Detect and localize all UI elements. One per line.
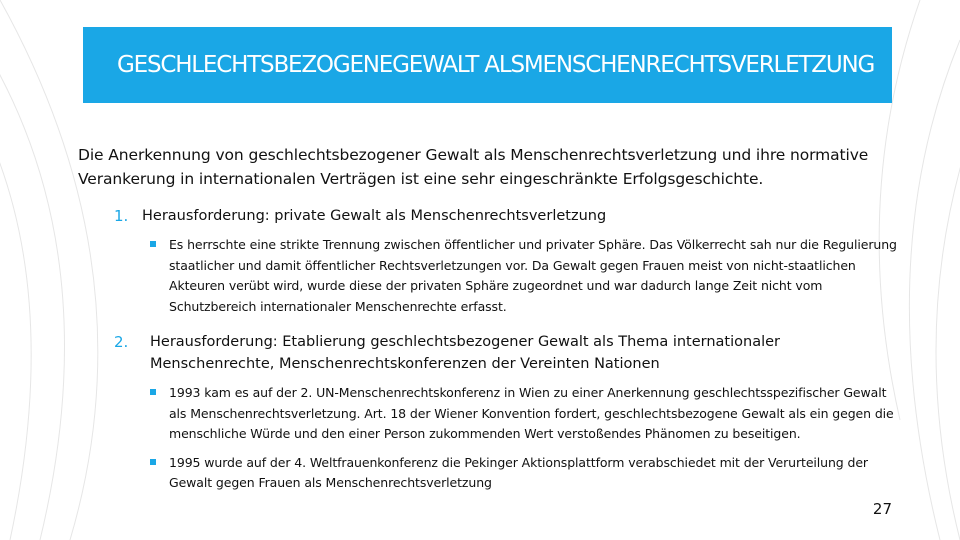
decor-arc <box>909 40 960 540</box>
numbered-item <box>114 205 898 227</box>
decor-arc <box>0 80 31 540</box>
square-bullet-icon <box>150 459 156 465</box>
title-bar <box>83 27 892 103</box>
intro-paragraph: Die Anerkennung von geschlechtsbezogener Gewalt als Menschenrechtsverletzung und ihre normative Verankerung in internationalen Verträgen ist eine sehr eingeschränkte Erfolgsgeschichte. <box>78 146 869 188</box>
numbered-item <box>114 331 898 375</box>
bullet-item <box>150 453 898 494</box>
bullet-item <box>150 383 898 445</box>
decor-arc <box>0 40 65 540</box>
slide-content <box>78 143 898 494</box>
bullet-item <box>150 235 898 317</box>
bullet-text: Es herrschte eine strikte Trennung zwischen öffentlicher und privater Sphäre. Das Völkerrecht sah nur die Regulierung staatlicher und damit öffentlicher Rechtsverletzungen vor. Da Gewalt gegen Frauen meist von nicht-staatlichen Akteuren verübt wird, wurde diese der privaten Sphäre zugeordnet und war dadurch lange Zeit nicht vom Schutzbereich internationaler Menschenrechte erfasst. <box>169 237 897 314</box>
item-heading: Herausforderung: private Gewalt als Menschenrechtsverletzung <box>142 208 607 224</box>
square-bullet-icon <box>150 241 156 247</box>
item-number: 2. <box>114 333 129 351</box>
bullet-text: 1993 kam es auf der 2. UN-Menschenrechtskonferenz in Wien zu einer Anerkennung geschlechtsspezifischer Gewalt als Menschenrechtsverletzung. Art. 18 der Wiener Konvention fordert, geschlechtsbezogene Gewalt als ein gegen die menschliche Würde und den einer Person zukommenden Wert verstoßendes Phänomen zu beseitigen. <box>169 385 894 441</box>
item-number: 1. <box>114 207 129 225</box>
item-heading: Herausforderung: Etablierung geschlechtsbezogener Gewalt als Thema internationaler Menschenrechte, Menschenrechtskonferenzen der Vereinten Nationen <box>150 334 781 372</box>
page-number: 27 <box>872 500 892 518</box>
decor-arc <box>936 80 960 540</box>
bullet-text: 1995 wurde auf der 4. Weltfrauenkonferenz die Pekinger Aktionsplattform verabschiedet mit der Verurteilung der Gewalt gegen Frauen als Menschenrechtsverletzung <box>169 454 868 490</box>
slide-title: GESCHLECHTSBEZOGENEGEWALT ALSMENSCHENRECHTSVERLETZUNG <box>117 52 875 78</box>
square-bullet-icon <box>150 389 156 395</box>
